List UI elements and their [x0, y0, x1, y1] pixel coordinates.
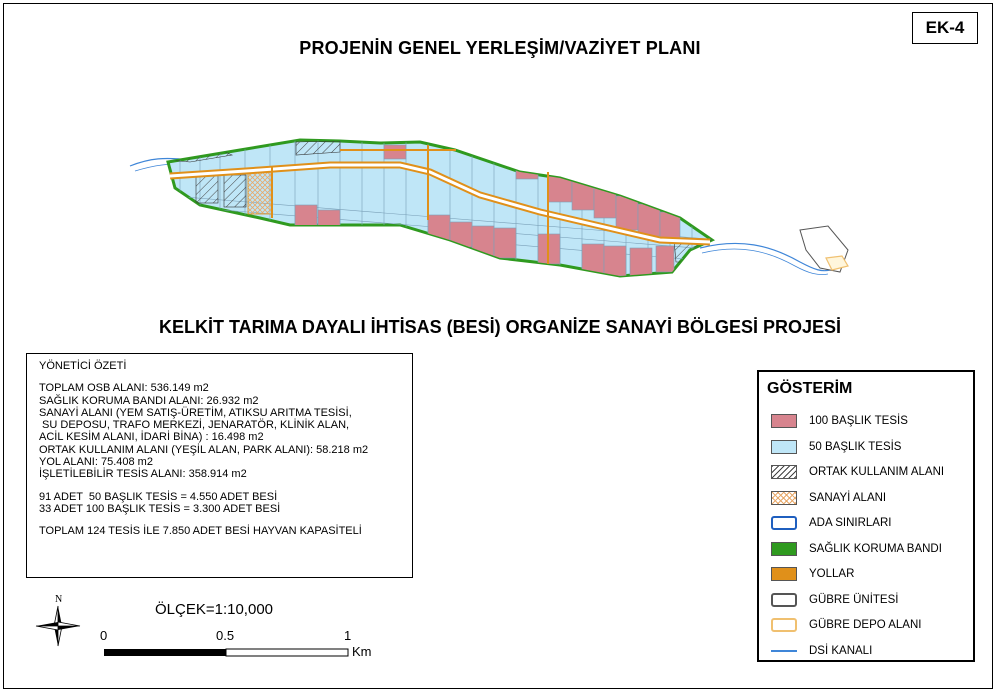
- scale-tick-1: 1: [344, 628, 352, 643]
- scale-tick-half: 0.5: [216, 628, 235, 643]
- legend-item: [771, 489, 886, 507]
- legend-swatch: [771, 567, 797, 581]
- legend-item: [771, 412, 908, 430]
- legend-swatch: [771, 618, 797, 632]
- legend-swatch: [771, 465, 797, 479]
- legend-label: ORTAK KULLANIM ALANI: [809, 466, 945, 478]
- project-title: KELKİT TARIMA DAYALI İHTİSAS (BESİ) ORGANİZE SANAYİ BÖLGESİ PROJESİ: [158, 317, 842, 337]
- summary-line: TOPLAM 124 TESİS İLE 7.850 ADET BESİ HAYVAN KAPASİTELİ: [39, 525, 362, 538]
- legend-label: SAĞLIK KORUMA BANDI: [809, 542, 942, 555]
- summary-line: 91 ADET 50 BAŞLIK TESİS = 4.550 ADET BESİ: [39, 490, 278, 503]
- legend-label: YOLLAR: [809, 568, 855, 580]
- summary-line: SANAYİ ALANI (YEM SATIŞ-ÜRETİM, ATIKSU ARITMA TESİSİ,: [39, 406, 352, 419]
- legend-swatch: [771, 542, 797, 556]
- legend-item: [771, 616, 921, 634]
- north-arrow: [30, 592, 86, 661]
- annex-tag: EK-4: [912, 12, 978, 44]
- scale-tick-0: 0: [100, 628, 108, 643]
- scale-bar: [104, 649, 348, 656]
- executive-summary: [26, 353, 413, 578]
- legend-label: 50 BAŞLIK TESİS: [809, 440, 902, 453]
- legend-item: [771, 591, 898, 609]
- summary-heading: YÖNETİCİ ÖZETİ: [39, 360, 127, 372]
- legend-swatch: [771, 414, 797, 428]
- summary-line: İŞLETİLEBİLİR TESİS ALANI: 358.914 m2: [39, 468, 247, 481]
- legend-swatch: [771, 440, 797, 454]
- north-letter: N: [55, 594, 63, 605]
- legend-label: GÜBRE DEPO ALANI: [809, 619, 922, 631]
- legend-item: [771, 514, 891, 532]
- legend-item: [771, 438, 901, 456]
- legend-label: SANAYİ ALANI: [809, 491, 887, 504]
- summary-line: SU DEPOSU, TRAFO MERKEZİ, JENARATÖR, KLİNİK ALAN,: [39, 419, 350, 432]
- legend-item: [771, 540, 942, 558]
- legend-label: ADA SINIRLARI: [809, 517, 892, 529]
- summary-line: TOPLAM OSB ALANI: 536.149 m2: [39, 382, 209, 395]
- legend-item: [771, 463, 944, 481]
- legend-swatch: [771, 650, 797, 652]
- summary-line: ORTAK KULLANIM ALANI (YEŞİL ALAN, PARK ALANI): 58.218 m2: [39, 443, 369, 456]
- summary-line: YOL ALANI: 75.408 m2: [39, 456, 153, 469]
- legend-item: [771, 565, 854, 583]
- legend: [757, 370, 975, 662]
- legend-label: GÜBRE ÜNİTESİ: [809, 593, 899, 606]
- legend-swatch: [771, 516, 797, 530]
- scale-title: ÖLÇEK=1:10,000: [155, 601, 274, 618]
- scale-unit: Km: [352, 644, 372, 659]
- legend-label: 100 BAŞLIK TESİS: [809, 415, 908, 427]
- summary-line: ACİL KESİM ALANI, İDARİ BİNA) : 16.498 m2: [39, 431, 264, 444]
- plan-title: PROJENİN GENEL YERLEŞİM/VAZİYET PLANI: [299, 38, 701, 58]
- legend-label: DSİ KANALI: [809, 644, 873, 657]
- legend-swatch: [771, 491, 797, 505]
- summary-line: SAĞLIK KORUMA BANDI ALANI: 26.932 m2: [39, 394, 259, 407]
- legend-title: GÖSTERİM: [767, 380, 853, 397]
- legend-item: [771, 642, 872, 660]
- legend-swatch: [771, 593, 797, 607]
- summary-line: 33 ADET 100 BAŞLIK TESİS = 3.300 ADET BESİ: [39, 502, 281, 515]
